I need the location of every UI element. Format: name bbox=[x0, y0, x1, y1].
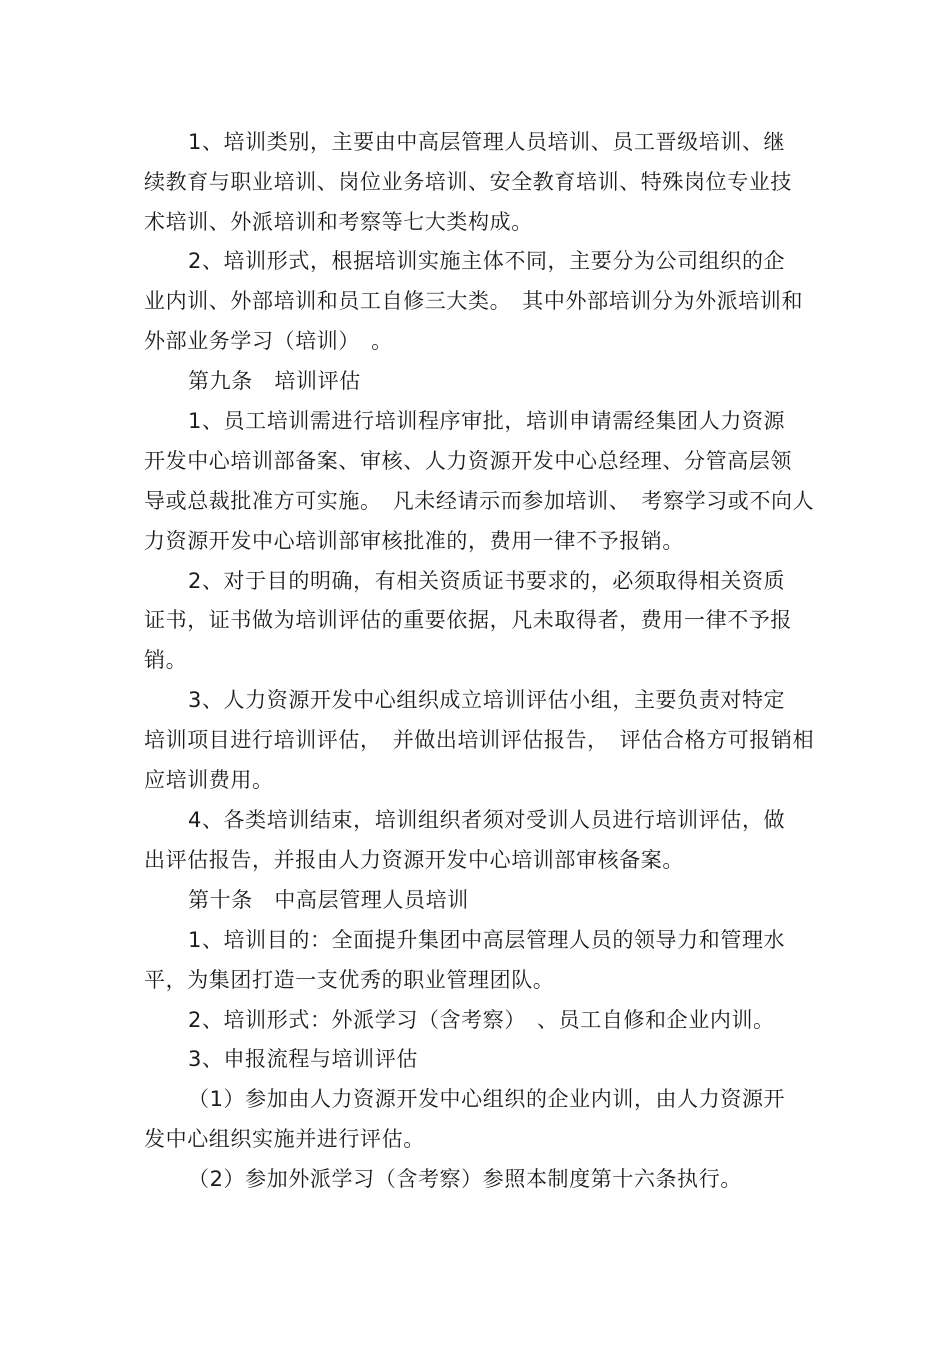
text-line: 应培训费用。 bbox=[144, 768, 274, 792]
text-line: 力资源开发中心培训部审核批准的，费用一律不予报销。 bbox=[144, 529, 684, 553]
text-line: 发中心组织实施并进行评估。 bbox=[144, 1127, 425, 1151]
text-line: 1、培训类别，主要由中高层管理人员培训、员工晋级培训、继 bbox=[188, 130, 786, 154]
text-line: 1、培训目的：全面提升集团中高层管理人员的领导力和管理水 bbox=[188, 928, 786, 952]
text-line: 2、培训形式，根据培训实施主体不同，主要分为公司组织的企 bbox=[188, 249, 786, 273]
text-line: 1、员工培训需进行培训程序审批，培训申请需经集团人力资源 bbox=[188, 409, 786, 433]
text-line: 3、申报流程与培训评估 bbox=[188, 1047, 418, 1071]
text-line: 续教育与职业培训、岗位业务培训、安全教育培训、特殊岗位专业技 bbox=[144, 170, 792, 194]
text-line: 外部业务学习（培训） 。 bbox=[144, 329, 393, 353]
text-line: 导或总裁批准方可实施。 凡未经请示而参加培训、 考察学习或不向人 bbox=[144, 489, 815, 513]
text-line: 培训项目进行培训评估， 并做出培训评估报告， 评估合格方可报销相 bbox=[144, 728, 815, 752]
section-heading: 第九条 培训评估 bbox=[188, 369, 361, 393]
text-line: （2）参加外派学习（含考察）参照本制度第十六条执行。 bbox=[188, 1167, 742, 1191]
text-line: 证书，证书做为培训评估的重要依据，凡未取得者，费用一律不予报 bbox=[144, 608, 792, 632]
text-line: 术培训、外派培训和考察等七大类构成。 bbox=[144, 210, 533, 234]
text-line: 2、培训形式：外派学习（含考察） 、员工自修和企业内训。 bbox=[188, 1008, 775, 1032]
section-heading: 第十条 中高层管理人员培训 bbox=[188, 888, 469, 912]
text-line: 开发中心培训部备案、审核、人力资源开发中心总经理、分管高层领 bbox=[144, 449, 792, 473]
text-line: 销。 bbox=[144, 648, 188, 672]
text-line: 业内训、外部培训和员工自修三大类。 其中外部培训分为外派培训和 bbox=[144, 289, 804, 313]
text-line: 出评估报告，并报由人力资源开发中心培训部审核备案。 bbox=[144, 848, 684, 872]
text-line: 平，为集团打造一支优秀的职业管理团队。 bbox=[144, 968, 555, 992]
text-line: 4、各类培训结束，培训组织者须对受训人员进行培训评估，做 bbox=[188, 808, 786, 832]
text-line: （1）参加由人力资源开发中心组织的企业内训，由人力资源开 bbox=[188, 1087, 786, 1111]
text-line: 2、对于目的明确，有相关资质证书要求的，必须取得相关资质 bbox=[188, 569, 786, 593]
text-line: 3、人力资源开发中心组织成立培训评估小组，主要负责对特定 bbox=[188, 688, 786, 712]
